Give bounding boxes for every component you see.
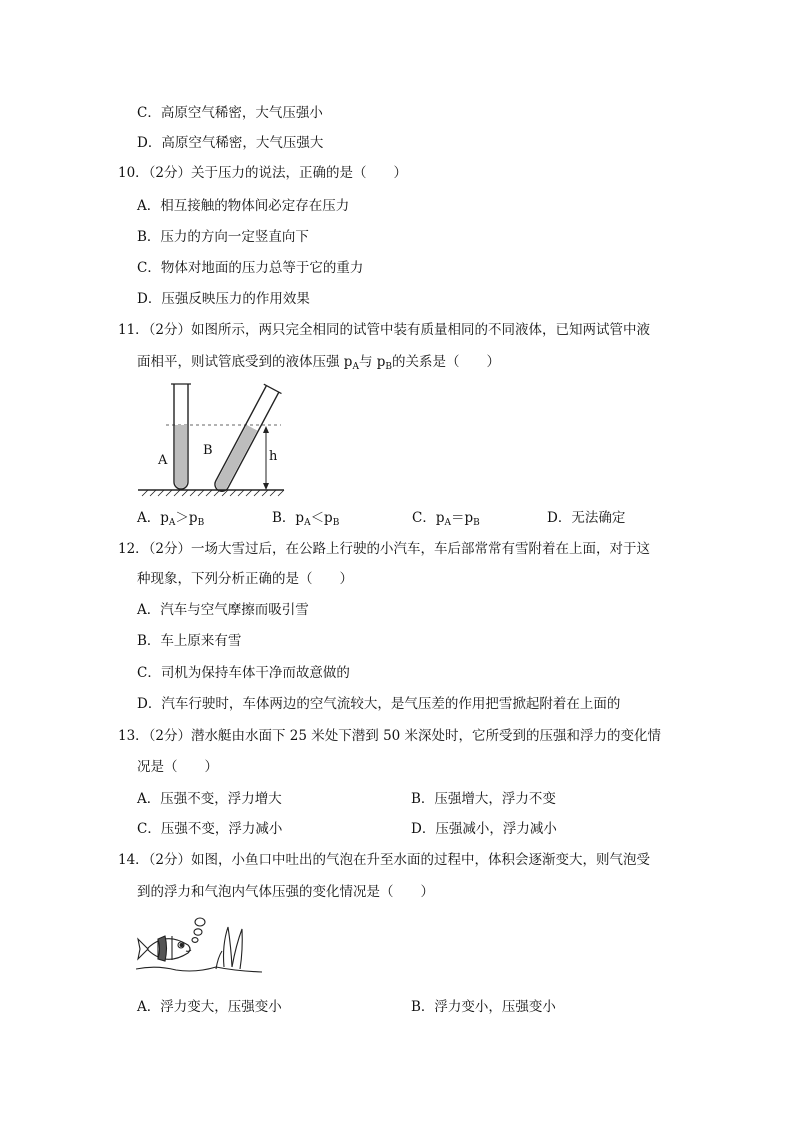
q13-stem-line2: 况是（ ） <box>137 759 218 775</box>
q12-stem-line1: 12．（2分）一场大雪过后，在公路上行驶的小汽车，车后部常常有雪附着在上面，对于这 <box>118 541 651 557</box>
q10-stem: 10．（2分）关于压力的说法，正确的是（ ） <box>118 165 408 181</box>
test-tube-a <box>171 384 191 489</box>
q14-option-b: B．浮力变小，压强变小 <box>411 999 556 1015</box>
q14-stem-line1: 14．（2分）如图，小鱼口中吐出的气泡在升至水面的过程中，体积会逐渐变大，则气泡受 <box>118 852 651 868</box>
test-tube-b <box>210 384 282 495</box>
q14-stem-line2: 到的浮力和气泡内气体压强的变化情况是（ ） <box>137 884 434 900</box>
q12-option-d: D．汽车行驶时，车体两边的空气流较大，是气压差的作用把雪掀起附着在上面的 <box>137 696 621 712</box>
q12-option-a: A．汽车与空气摩擦而吸引雪 <box>137 602 309 618</box>
q12-option-b: B．车上原来有雪 <box>137 633 242 649</box>
ground-hatch <box>138 490 284 496</box>
q11-option-a: A．$p_A>p_B$ <box>137 510 205 528</box>
q10-option-a: A．相互接触的物体间必定存在压力 <box>137 198 350 214</box>
q11-stem-line1: 11．（2分）如图所示，两只完全相同的试管中装有质量相同的不同液体，已知两试管中液 <box>118 322 651 338</box>
test-tubes-figure <box>136 380 286 500</box>
q13-stem-line1: 13．（2分）潜水艇由水面下 25 米处下潜到 50 米深处时，它所受到的压强和浮力的变化情 <box>118 728 662 744</box>
q9-option-c: C．高原空气稀密，大气压强小 <box>137 105 323 121</box>
q11-option-b: B．$p_A<p_B$ <box>272 510 340 528</box>
q10-option-c: C．物体对地面的压力总等于它的重力 <box>137 260 364 276</box>
fish-icon <box>138 936 191 961</box>
seaweed-icon <box>216 927 242 969</box>
q10-option-d: D．压强反映压力的作用效果 <box>137 291 310 307</box>
q13-option-b: B．压强增大，浮力不变 <box>411 791 556 807</box>
q13-option-a: A．压强不变，浮力增大 <box>137 791 282 807</box>
q10-option-b: B．压力的方向一定竖直向下 <box>137 229 309 245</box>
label-b: B <box>203 443 213 458</box>
q13-option-d: D．压强减小，浮力减小 <box>411 821 557 837</box>
fish-bubbles-figure <box>136 915 266 977</box>
seabed-line <box>136 967 262 972</box>
q12-stem-line2: 种现象，下列分析正确的是（ ） <box>137 571 353 587</box>
bubbles <box>192 918 205 942</box>
q9-option-d: D．高原空气稀密，大气压强大 <box>137 135 324 151</box>
q12-option-c: C．司机为保持车体干净而故意做的 <box>137 665 350 681</box>
label-a: A <box>158 453 168 468</box>
q11-option-d: D．无法确定 <box>547 510 626 526</box>
q14-option-a: A．浮力变大，压强变小 <box>137 999 282 1015</box>
q13-option-c: C．压强不变，浮力减小 <box>137 821 283 837</box>
q11-stem-line2: 面相平，则试管底受到的液体压强 $p_A$与 $p_B$的关系是（ ） <box>137 354 500 372</box>
label-h: h <box>269 449 278 464</box>
q11-option-c: C．$p_A=p_B$ <box>412 510 480 528</box>
